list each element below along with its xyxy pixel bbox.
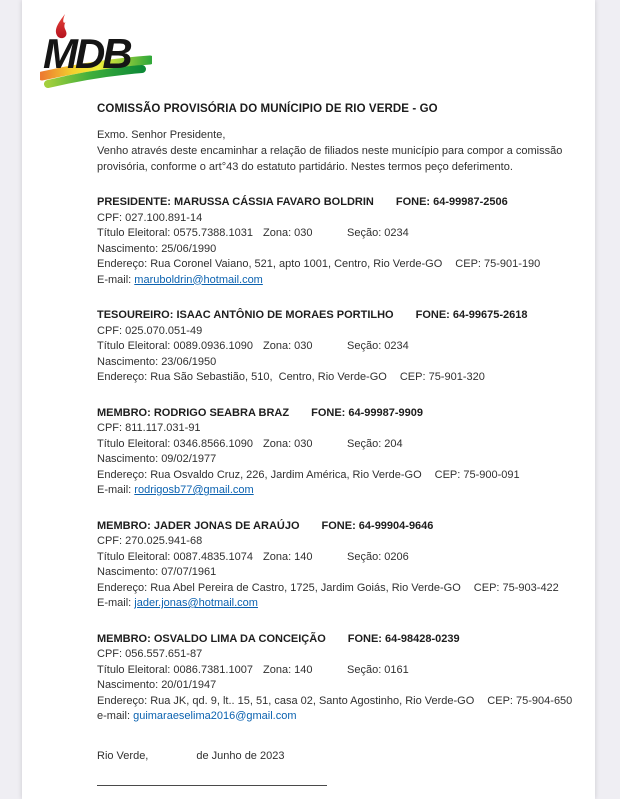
member-role-name: MEMBRO: OSVALDO LIMA DA CONCEIÇÃO bbox=[97, 632, 326, 645]
member-electoral-row bbox=[97, 663, 591, 679]
member-email-row bbox=[97, 483, 591, 499]
member-nascimento: Nascimento: 25/06/1990 bbox=[97, 242, 217, 255]
member-zona: Zona: 030 bbox=[263, 437, 313, 450]
member-entry bbox=[97, 308, 591, 386]
member-email-row bbox=[97, 273, 591, 289]
intro-line: Venho através deste encaminhar a relação de filiados neste município para compor a comissão bbox=[97, 145, 563, 157]
member-cpf: CPF: 270.025.941-68 bbox=[97, 535, 203, 547]
member-titulo-eleitoral: Título Eleitoral: 0086.7381.1007 bbox=[97, 663, 253, 676]
member-phone: FONE: 64-99675-2618 bbox=[415, 309, 528, 321]
member-address-row bbox=[97, 694, 591, 710]
member-entry bbox=[97, 632, 591, 725]
member-titulo-eleitoral: Título Eleitoral: 0346.8566.1090 bbox=[97, 437, 253, 450]
member-address-row bbox=[97, 370, 591, 386]
member-endereco: Endereço: Rua Abel Pereira de Castro, 1725, Jardim Goiás, Rio Verde-GO bbox=[97, 581, 461, 594]
member-cep: CEP: 75-904-650 bbox=[487, 694, 573, 707]
member-zona: Zona: 030 bbox=[263, 340, 313, 352]
member-secao: Seção: 0234 bbox=[347, 340, 409, 352]
member-header-row bbox=[97, 519, 591, 535]
mdb-logo-text: MDB bbox=[43, 30, 130, 77]
footer-date: de Junho de 2023 bbox=[196, 749, 285, 762]
member-cpf: CPF: 027.100.891-14 bbox=[97, 211, 203, 224]
member-email-label: E-mail: bbox=[97, 484, 132, 496]
document-title: COMISSÃO PROVISÓRIA DO MUNÍCIPIO DE RIO VERDE - GO bbox=[97, 103, 438, 115]
member-titulo-eleitoral: Título Eleitoral: 0087.4835.1074 bbox=[97, 550, 253, 563]
member-cpf: CPF: 056.557.651-87 bbox=[97, 648, 203, 660]
member-address-row bbox=[97, 581, 591, 597]
footer-city: Rio Verde, bbox=[97, 749, 149, 762]
member-email-link[interactable]: jader.jonas@hotmail.com bbox=[134, 597, 258, 609]
member-endereco: Endereço: Rua Osvaldo Cruz, 226, Jardim América, Rio Verde-GO bbox=[97, 468, 422, 481]
member-phone: FONE: 64-99987-9909 bbox=[311, 406, 423, 419]
member-cpf: CPF: 811.117.031-91 bbox=[97, 422, 201, 434]
member-cep: CEP: 75-903-422 bbox=[473, 581, 559, 594]
member-phone: FONE: 64-99987-2506 bbox=[395, 196, 508, 208]
member-phone: FONE: 64-98428-0239 bbox=[347, 632, 460, 645]
intro-paragraph bbox=[97, 127, 591, 175]
member-header-row bbox=[97, 195, 591, 211]
member-address-row bbox=[97, 468, 591, 484]
member-email-row bbox=[97, 596, 591, 612]
member-role-name: MEMBRO: RODRIGO SEABRA BRAZ bbox=[97, 406, 290, 419]
member-cep: CEP: 75-901-190 bbox=[455, 258, 541, 270]
member-titulo-eleitoral: Título Eleitoral: 0089.0936.1090 bbox=[97, 340, 253, 352]
member-secao: Seção: 0161 bbox=[347, 663, 409, 676]
member-email-label: E-mail: bbox=[97, 273, 132, 286]
member-endereco: Endereço: Rua São Sebastião, 510, Centro, Rio Verde-GO bbox=[97, 371, 387, 383]
member-email-link[interactable]: guimaraeselima2016@gmail.com bbox=[133, 710, 297, 722]
member-email-row bbox=[97, 709, 591, 725]
member-header-row bbox=[97, 406, 591, 422]
member-nascimento: Nascimento: 07/07/1961 bbox=[97, 566, 217, 578]
member-nascimento: Nascimento: 23/06/1950 bbox=[97, 355, 217, 368]
document-content bbox=[22, 103, 595, 786]
member-entry bbox=[97, 195, 591, 288]
member-secao: Seção: 0234 bbox=[347, 227, 409, 239]
member-zona: Zona: 030 bbox=[263, 227, 313, 239]
member-nascimento: Nascimento: 09/02/1977 bbox=[97, 453, 217, 465]
member-cep: CEP: 75-901-320 bbox=[399, 371, 485, 383]
intro-line: Exmo. Senhor Presidente, bbox=[97, 129, 226, 141]
member-role-name: MEMBRO: JADER JONAS DE ARAÚJO bbox=[97, 519, 300, 532]
member-role-name: TESOUREIRO: ISAAC ANTÔNIO DE MORAES PORTILHO bbox=[97, 309, 394, 321]
intro-line: provisória, conforme o art°43 do estatuto partidário. Nestes termos peço deferimento. bbox=[97, 161, 513, 173]
member-secao: Seção: 0206 bbox=[347, 550, 409, 563]
member-address-row bbox=[97, 257, 591, 273]
document-page bbox=[22, 0, 595, 799]
member-entry bbox=[97, 519, 591, 612]
mdb-logo-graphic bbox=[40, 14, 152, 90]
footer-dateline bbox=[97, 750, 591, 762]
member-electoral-row bbox=[97, 437, 591, 453]
member-titulo-eleitoral: Título Eleitoral: 0575.7388.1031 bbox=[97, 227, 253, 239]
member-electoral-row bbox=[97, 226, 591, 242]
signature-line bbox=[97, 785, 327, 786]
member-cep: CEP: 75-900-091 bbox=[434, 468, 520, 481]
member-email-link[interactable]: rodrigosb77@gmail.com bbox=[134, 484, 254, 496]
mdb-logo bbox=[40, 14, 152, 90]
member-nascimento: Nascimento: 20/01/1947 bbox=[97, 679, 217, 691]
members-list bbox=[97, 195, 591, 725]
member-endereco: Endereço: Rua Coronel Vaiano, 521, apto 1001, Centro, Rio Verde-GO bbox=[97, 258, 443, 270]
member-email-label: E-mail: bbox=[97, 597, 132, 609]
member-role-name: PRESIDENTE: MARUSSA CÁSSIA FAVARO BOLDRIN bbox=[97, 196, 374, 208]
member-phone: FONE: 64-99904-9646 bbox=[321, 519, 434, 532]
member-electoral-row bbox=[97, 339, 591, 355]
member-header-row bbox=[97, 632, 591, 648]
member-secao: Seção: 204 bbox=[347, 437, 403, 450]
member-zona: Zona: 140 bbox=[263, 550, 313, 563]
member-cpf: CPF: 025.070.051-49 bbox=[97, 324, 203, 337]
member-endereco: Endereço: Rua JK, qd. 9, lt.. 15, 51, casa 02, Santo Agostinho, Rio Verde-GO bbox=[97, 694, 475, 707]
member-electoral-row bbox=[97, 550, 591, 566]
member-entry bbox=[97, 406, 591, 499]
member-email-link[interactable]: maruboldrin@hotmail.com bbox=[134, 273, 263, 286]
member-email-label: e-mail: bbox=[97, 710, 131, 722]
member-zona: Zona: 140 bbox=[263, 663, 313, 676]
member-header-row bbox=[97, 308, 591, 324]
